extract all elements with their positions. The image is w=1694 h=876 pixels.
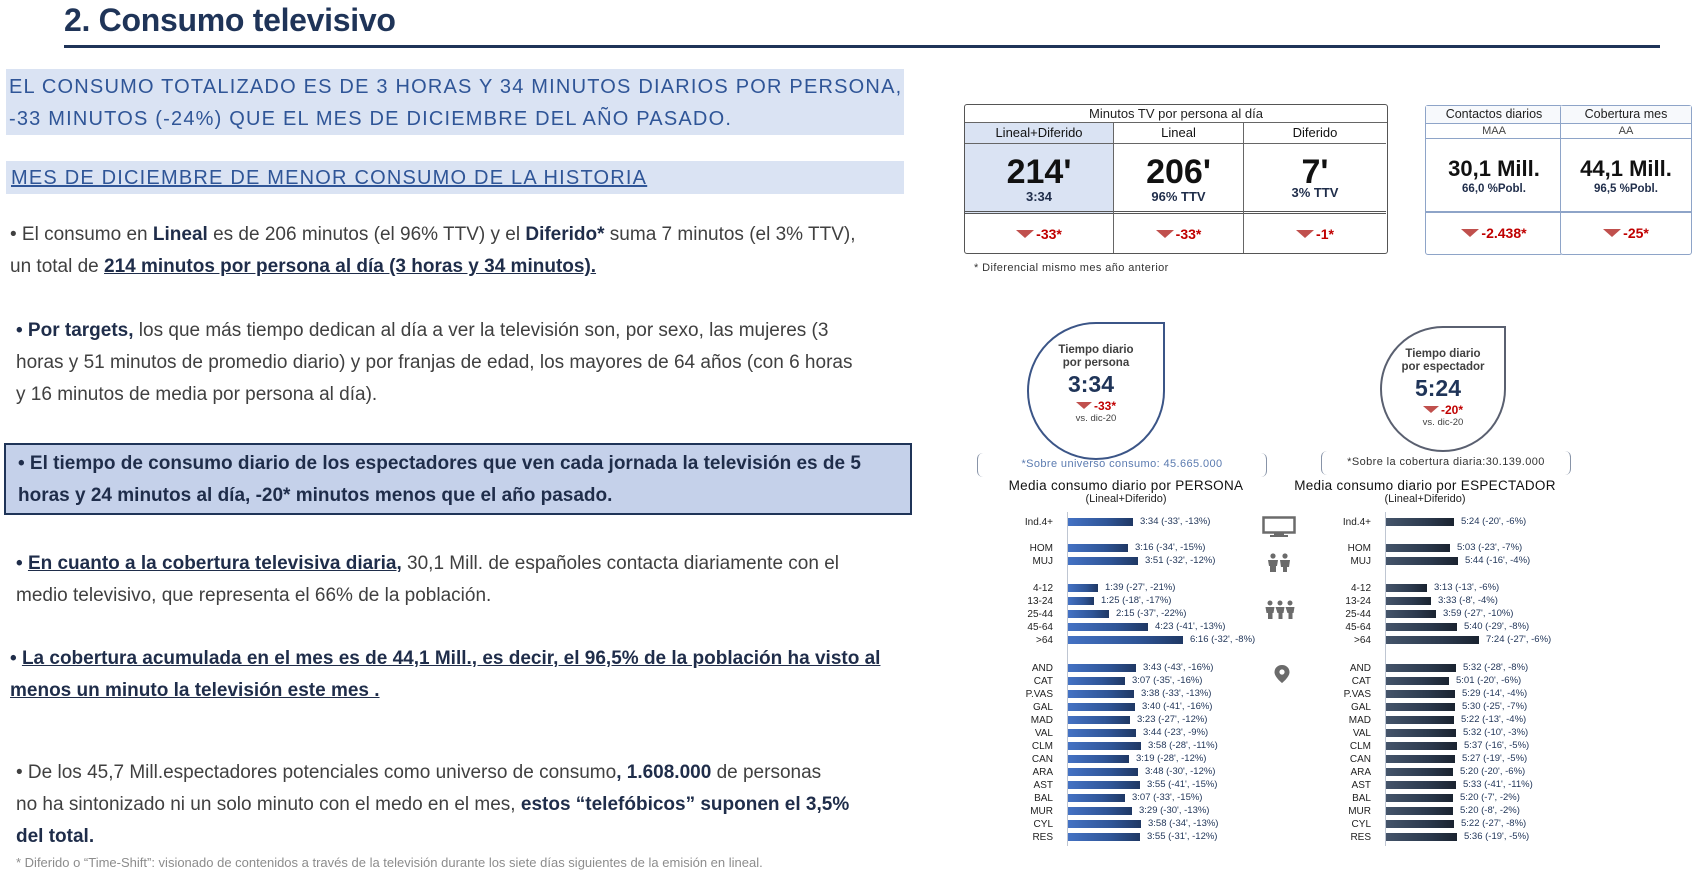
bar-category-label: CAN — [1349, 753, 1371, 765]
bar — [1386, 677, 1449, 685]
bar-value-label: 5:29 (-14', -4%) — [1462, 688, 1528, 699]
bar-value-label: 1:25 (-18', -17%) — [1101, 595, 1172, 606]
bar — [1386, 794, 1453, 802]
bar-category-label: MUJ — [1032, 555, 1053, 567]
bar — [1068, 690, 1134, 698]
bar — [1068, 677, 1125, 685]
bar-value-label: 3:40 (-41', -16%) — [1142, 701, 1213, 712]
bar-category-label: VAL — [1034, 727, 1053, 739]
cobertura-mes-card: Cobertura mes AA 44,1 Mill. 96,5 %Pobl. -25* — [1560, 105, 1692, 255]
kpi-table-title: Minutos TV por persona al día — [965, 105, 1387, 123]
bar-value-label: 5:20 (-7', -2%) — [1460, 792, 1520, 803]
bar-category-label: MUR — [1348, 805, 1371, 817]
bar-category-label: 45-64 — [1345, 621, 1371, 633]
bar-category-label: Ind.4+ — [1024, 516, 1053, 528]
bar-category-label: VAL — [1352, 727, 1371, 739]
paragraph-cobertura-acumulada: • La cobertura acumulada en el mes es de 44,1 Mill., es decir, el 96,5% de la población ha visto al menos un minuto la televisión este mes . — [10, 648, 881, 701]
bar — [1386, 623, 1457, 631]
bar — [1068, 636, 1183, 644]
bar — [1386, 584, 1427, 592]
bar — [1068, 742, 1141, 750]
bar — [1068, 664, 1136, 672]
bar-category-label: CYL — [1033, 818, 1053, 830]
contactos-diarios-card: Contactos diarios MAA 30,1 Mill. 66,0 %Pobl. -2.438* — [1425, 105, 1563, 255]
headline-line-2: -33 MINUTOS (-24%) QUE EL MES DE DICIEMBRE DEL AÑO PASADO. — [9, 108, 733, 130]
bar-category-label: GAL — [1032, 701, 1053, 713]
bar — [1386, 664, 1456, 672]
bar-value-label: 3:44 (-23', -9%) — [1143, 727, 1209, 738]
bar-category-label: AND — [1031, 662, 1053, 674]
bar-category-label: CYL — [1351, 818, 1371, 830]
delta-badge: -2.438* — [1461, 225, 1526, 241]
bar — [1386, 768, 1453, 776]
bar-value-label: 5:22 (-27', -8%) — [1461, 818, 1527, 829]
bar — [1068, 557, 1138, 565]
down-triangle-icon — [1016, 230, 1034, 238]
bar-category-label: GAL — [1350, 701, 1371, 713]
bar-category-label: 45-64 — [1027, 621, 1053, 633]
bar-value-label: 3:07 (-35', -16%) — [1132, 675, 1203, 686]
bar-category-label: BAL — [1352, 792, 1371, 804]
bar-value-label: 5:36 (-19', -5%) — [1464, 831, 1530, 842]
bar-value-label: 3:38 (-33', -13%) — [1141, 688, 1212, 699]
bar — [1068, 716, 1130, 724]
down-triangle-icon — [1296, 230, 1314, 238]
bar-value-label: 5:40 (-29', -8%) — [1464, 621, 1530, 632]
kpi-footnote: * Diferencial mismo mes año anterior — [974, 262, 1169, 274]
chart-title-persona: Media consumo diario por PERSONA (Lineal+Diferido) — [1008, 478, 1244, 505]
bar — [1386, 833, 1457, 841]
note-cobertura-diaria: *Sobre la cobertura diaria:30.139.000 — [1321, 451, 1571, 475]
bar-category-label: BAL — [1034, 792, 1053, 804]
bar-category-label: >64 — [1354, 634, 1371, 646]
drop-tiempo-espectador: Tiempo diario por espectador 5:24 -20* vs. dic-20 — [1380, 326, 1506, 452]
bar-category-label: HOM — [1347, 542, 1371, 554]
bar — [1068, 703, 1135, 711]
bar — [1386, 781, 1456, 789]
kpi-value: 206' — [1146, 153, 1211, 191]
paragraph-targets: • Por targets, los que más tiempo dedican al día a ver la televisión son, por sexo, las mujeres (3 horas y 51 minutos de promedio diario) y por franjas de edad, los mayores de 64 años (con 6 horas y 16 minutos de media por persona al día). — [16, 320, 853, 405]
bar-value-label: 5:32 (-10', -3%) — [1463, 727, 1529, 738]
bar — [1386, 755, 1455, 763]
bar-category-label: RES — [1350, 831, 1371, 843]
bar — [1386, 636, 1479, 644]
drop-value: 5:24 — [1414, 375, 1462, 401]
down-triangle-icon — [1423, 406, 1439, 413]
note-universo-consumo: *Sobre universo consumo: 45.665.000 — [977, 453, 1267, 477]
kpi-sub: 96% TTV — [1151, 189, 1206, 204]
bar-value-label: 4:23 (-41', -13%) — [1155, 621, 1226, 632]
bar — [1386, 729, 1456, 737]
bar-value-label: 5:32 (-28', -8%) — [1463, 662, 1529, 673]
bar-chart-espectador — [1290, 512, 1630, 842]
bar-category-label: MAD — [1348, 714, 1371, 726]
bar-value-label: 1:39 (-27', -21%) — [1105, 582, 1176, 593]
bar-value-label: 3:19 (-28', -12%) — [1136, 753, 1207, 764]
bar-value-label: 3:48 (-30', -12%) — [1145, 766, 1216, 777]
headline-line-1: EL CONSUMO TOTALIZADO ES DE 3 HORAS Y 34 MINUTOS DIARIOS POR PERSONA, — [9, 76, 903, 98]
bar — [1386, 544, 1450, 552]
bar — [1068, 807, 1132, 815]
kpi-minutes-table — [964, 104, 1388, 254]
bar-value-label: 3:34 (-33', -13%) — [1140, 516, 1211, 527]
bar-value-label: 3:13 (-13', -6%) — [1434, 582, 1500, 593]
bar-value-label: 3:55 (-31', -12%) — [1147, 831, 1218, 842]
kpi-sub: 3:34 — [1025, 189, 1053, 204]
group-icon — [1264, 600, 1296, 620]
bar — [1386, 690, 1455, 698]
down-triangle-icon — [1156, 230, 1174, 238]
bar-category-label: CAT — [1033, 675, 1053, 687]
headline-banner — [6, 69, 904, 135]
bar-value-label: 3:16 (-34', -15%) — [1135, 542, 1206, 553]
bar — [1386, 807, 1453, 815]
kpi-col-diferido: Diferido 7' 3% TTV -1* — [1244, 123, 1386, 253]
location-pin-icon — [1274, 665, 1290, 683]
bar-category-label: Ind.4+ — [1342, 516, 1371, 528]
bar — [1386, 597, 1431, 605]
bar-category-label: CLM — [1349, 740, 1371, 752]
bar-category-label: ARA — [1032, 766, 1053, 778]
page-title: 2. Consumo televisivo — [64, 2, 396, 38]
bar-category-label: 25-44 — [1027, 608, 1053, 620]
bar-category-label: 13-24 — [1027, 595, 1053, 607]
paragraph-telefobicos: • De los 45,7 Mill.espectadores potenciales como universo de consumo, 1.608.000 de personas no ha sintonizado ni un solo minuto con el medo en el mes, estos “telefóbicos” suponen el 3,5% del total. — [16, 762, 850, 847]
bar — [1068, 610, 1109, 618]
bar — [1068, 597, 1094, 605]
bar — [1386, 703, 1455, 711]
subheadline-banner — [6, 161, 904, 194]
bar-value-label: 3:29 (-30', -13%) — [1139, 805, 1210, 816]
bar-value-label: 3:23 (-27', -12%) — [1137, 714, 1208, 725]
bar-category-label: AND — [1349, 662, 1371, 674]
bar-chart-persona — [960, 512, 1260, 842]
bar — [1068, 833, 1140, 841]
kpi-col-lineal-diferido: Lineal+Diferido 214' 3:34 -33* — [965, 123, 1114, 253]
bar-category-label: 25-44 — [1345, 608, 1371, 620]
cobertura-value: 44,1 Mill. — [1580, 156, 1672, 181]
bar-category-label: CAN — [1031, 753, 1053, 765]
bar-category-label: 13-24 — [1345, 595, 1371, 607]
bar-category-label: MUJ — [1350, 555, 1371, 567]
delta-badge: -20* — [1423, 403, 1463, 417]
bar-category-label: HOM — [1029, 542, 1053, 554]
bar — [1386, 610, 1436, 618]
couple-icon — [1266, 553, 1292, 573]
total-minutes-highlight: 214 minutos por persona al día (3 horas y 34 minutos). — [104, 256, 597, 277]
bar — [1386, 716, 1454, 724]
bar-category-label: ARA — [1350, 766, 1371, 778]
bar-value-label: 3:43 (-43', -16%) — [1143, 662, 1214, 673]
bar — [1068, 623, 1148, 631]
kpi-value: 7' — [1301, 153, 1329, 191]
bar-category-label: >64 — [1036, 634, 1053, 646]
bar-value-label: 5:44 (-16', -4%) — [1465, 555, 1531, 566]
kpi-value: 214' — [1006, 153, 1072, 191]
bar-value-label: 5:20 (-20', -6%) — [1460, 766, 1526, 777]
footnote-diferido: * Diferido o “Time-Shift”: visionado de contenidos a través de la televisión durante los siete días siguientes de la emisión en lineal. — [16, 855, 763, 870]
bar-category-label: AST — [1033, 779, 1053, 791]
bar-value-label: 3:33 (-8', -4%) — [1438, 595, 1498, 606]
bar — [1068, 768, 1138, 776]
bar — [1068, 820, 1141, 828]
title-rule — [64, 45, 1660, 48]
bar-category-label: AST — [1351, 779, 1371, 791]
drop-value: 3:34 — [1067, 371, 1115, 397]
down-triangle-icon — [1076, 402, 1092, 409]
bar-value-label: 6:16 (-32', -8%) — [1190, 634, 1256, 645]
bar-value-label: 3:55 (-41', -15%) — [1147, 779, 1218, 790]
bar-category-label: CAT — [1351, 675, 1371, 687]
delta-badge: -33* — [1156, 226, 1202, 242]
subheadline-text: MES DE DICIEMBRE DE MENOR CONSUMO DE LA HISTORIA — [11, 167, 648, 189]
bar-category-label: RES — [1032, 831, 1053, 843]
bar-value-label: 5:30 (-25', -7%) — [1462, 701, 1528, 712]
bar-category-label: CLM — [1031, 740, 1053, 752]
bar-category-label: P.VAS — [1343, 688, 1371, 700]
bar-value-label: 7:24 (-27', -6%) — [1486, 634, 1552, 645]
contactos-value: 30,1 Mill. — [1448, 156, 1540, 181]
down-triangle-icon — [1603, 229, 1621, 237]
chart-title-espectador: Media consumo diario por ESPECTADOR (Lineal+Diferido) — [1294, 478, 1556, 505]
bar-value-label: 3:58 (-34', -13%) — [1148, 818, 1219, 829]
bar — [1068, 518, 1133, 526]
kpi-sub: 3% TTV — [1291, 185, 1339, 200]
bar-value-label: 5:01 (-20', -6%) — [1456, 675, 1522, 686]
down-triangle-icon — [1461, 229, 1479, 237]
delta-badge: -33* — [1016, 226, 1062, 242]
bar-value-label: 5:20 (-8', -2%) — [1460, 805, 1520, 816]
bar-value-label: 5:27 (-19', -5%) — [1462, 753, 1528, 764]
bar — [1386, 820, 1454, 828]
kpi-col-lineal: Lineal 206' 96% TTV -33* — [1114, 123, 1244, 253]
bar-value-label: 5:37 (-16', -5%) — [1464, 740, 1530, 751]
bar-value-label: 3:07 (-33', -15%) — [1132, 792, 1203, 803]
bar — [1386, 518, 1454, 526]
bar-value-label: 5:24 (-20', -6%) — [1461, 516, 1527, 527]
tv-icon — [1262, 516, 1296, 538]
bar-value-label: 3:58 (-28', -11%) — [1148, 740, 1218, 751]
bar — [1386, 742, 1457, 750]
delta-badge: -1* — [1296, 226, 1334, 242]
bar-category-label: 4-12 — [1350, 582, 1371, 594]
bar — [1068, 584, 1098, 592]
bar-value-label: 2:15 (-37', -22%) — [1116, 608, 1187, 619]
bar-value-label: 3:51 (-32', -12%) — [1145, 555, 1216, 566]
bar — [1386, 557, 1458, 565]
bar-category-label: MAD — [1030, 714, 1053, 726]
bar-category-label: 4-12 — [1032, 582, 1053, 594]
bar — [1068, 544, 1128, 552]
bar — [1068, 729, 1136, 737]
paragraph-lineal-diferido: • El consumo en Lineal es de 206 minutos (el 96% TTV) y el Diferido* suma 7 minutos (el 3% TTV), un total de 214 minutos por persona al día (3 horas y 34 minutos). — [10, 224, 856, 277]
bar-category-label: MUR — [1030, 805, 1053, 817]
bar — [1068, 781, 1140, 789]
bar-value-label: 5:33 (-41', -11%) — [1463, 779, 1533, 790]
paragraph-cobertura-diaria: • En cuanto a la cobertura televisiva diaria, 30,1 Mill. de españoles contacta diariamente con el medio televisivo, que representa el 66% de la población. — [16, 553, 840, 606]
bar — [1068, 794, 1125, 802]
highlight-box-espectador: • El tiempo de consumo diario de los espectadores que ven cada jornada la televisión es de 5 horas y 24 minutos al día, -20* minutos menos que el año pasado. — [4, 443, 912, 515]
bar-category-label: P.VAS — [1025, 688, 1053, 700]
delta-badge: -25* — [1603, 225, 1649, 241]
bar-value-label: 3:59 (-27', -10%) — [1443, 608, 1514, 619]
drop-tiempo-persona: Tiempo diario por persona 3:34 -33* vs. dic-20 — [1027, 322, 1165, 460]
bar-value-label: 5:22 (-13', -4%) — [1461, 714, 1527, 725]
delta-badge: -33* — [1076, 399, 1116, 413]
bar-value-label: 5:03 (-23', -7%) — [1457, 542, 1523, 553]
bar — [1068, 755, 1129, 763]
